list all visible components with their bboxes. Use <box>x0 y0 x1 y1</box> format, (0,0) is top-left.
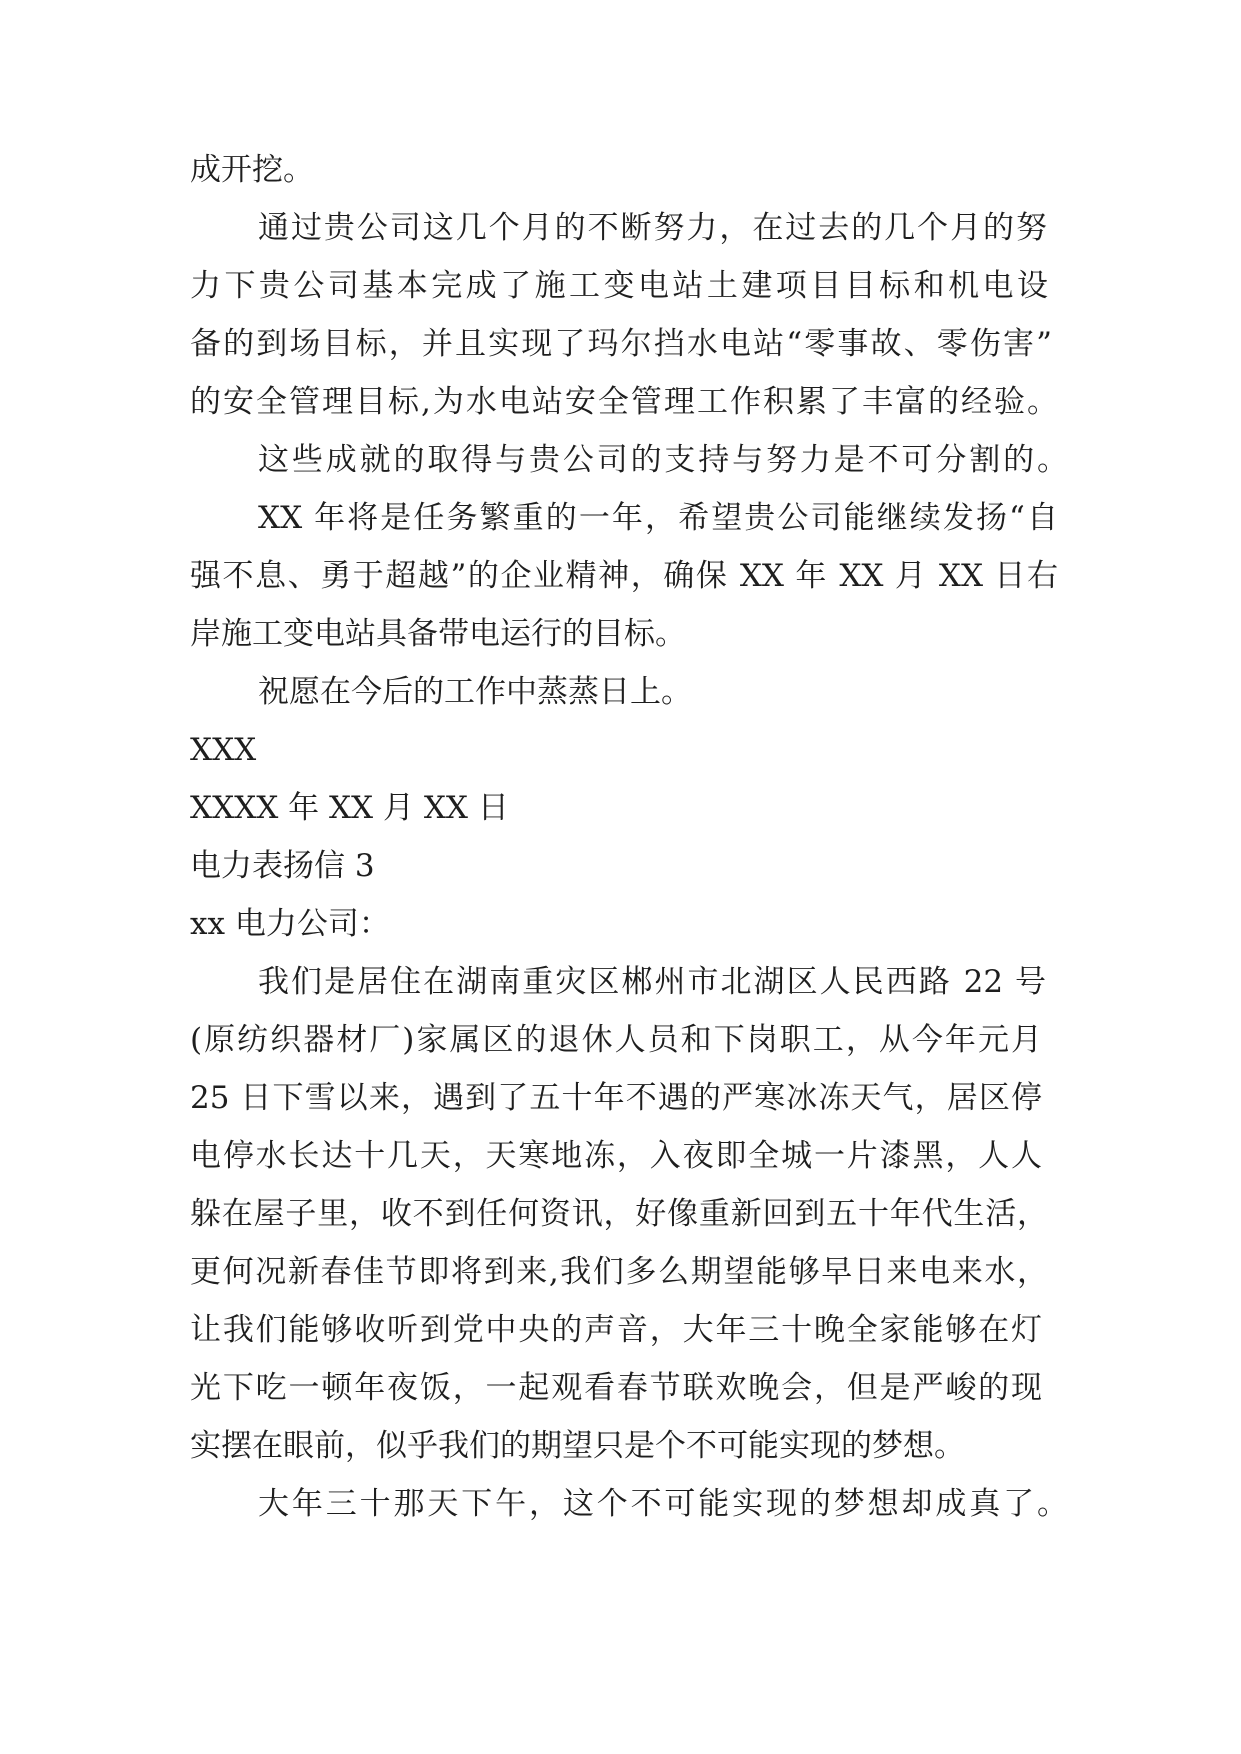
text-line: 的安全管理目标,为水电站安全管理工作积累了丰富的经验。 <box>190 384 1058 420</box>
text-line: 让我们能够收听到党中央的声音，大年三十晚全家能够在灯 <box>190 1312 1042 1348</box>
text-line: 25 日下雪以来，遇到了五十年不遇的严寒冰冻天气，居区停 <box>190 1080 1042 1116</box>
text-line: 备的到场目标，并且实现了玛尔挡水电站“零事故、零伤害” <box>190 326 1052 362</box>
text-line: 我们是居住在湖南重灾区郴州市北湖区人民西路 22 号 <box>258 964 1046 1000</box>
signature-name: XXX <box>190 732 257 768</box>
section-heading: 电力表扬信 3 <box>190 848 375 884</box>
text-line: 强不息、勇于超越”的企业精神，确保 XX 年 XX 月 XX 日右 <box>190 558 1058 594</box>
text-line: 祝愿在今后的工作中蒸蒸日上。 <box>258 674 692 710</box>
text-line: 大年三十那天下午，这个不可能实现的梦想却成真了。 <box>258 1486 1068 1522</box>
text-line: XX 年将是任务繁重的一年，希望贵公司能继续发扬“自 <box>258 500 1058 536</box>
signature-date: XXXX 年 XX 月 XX 日 <box>190 790 509 826</box>
text-line: 这些成就的取得与贵公司的支持与努力是不可分割的。 <box>258 442 1068 478</box>
text-line: 力下贵公司基本完成了施工变电站土建项目目标和机电设 <box>190 268 1048 304</box>
text-line: 电停水长达十几天，天寒地冻，入夜即全城一片漆黑，人人 <box>190 1138 1042 1174</box>
text-line: 更何况新春佳节即将到来,我们多么期望能够早日来电来水， <box>190 1254 1048 1290</box>
text-line: 岸施工变电站具备带电运行的目标。 <box>190 616 686 652</box>
text-line: 实摆在眼前，似乎我们的期望只是个不可能实现的梦想。 <box>190 1428 965 1464</box>
text-line: 成开挖。 <box>190 152 314 188</box>
text-line: (原纺织器材厂)家属区的退休人员和下岗职工，从今年元月 <box>190 1022 1042 1058</box>
text-line: 通过贵公司这几个月的不断努力，在过去的几个月的努 <box>258 210 1047 246</box>
salutation: xx 电力公司： <box>190 906 390 942</box>
text-line: 光下吃一顿年夜饭，一起观看春节联欢晚会，但是严峻的现 <box>190 1370 1042 1406</box>
text-line: 躲在屋子里，收不到任何资讯，好像重新回到五十年代生活， <box>190 1196 1048 1232</box>
